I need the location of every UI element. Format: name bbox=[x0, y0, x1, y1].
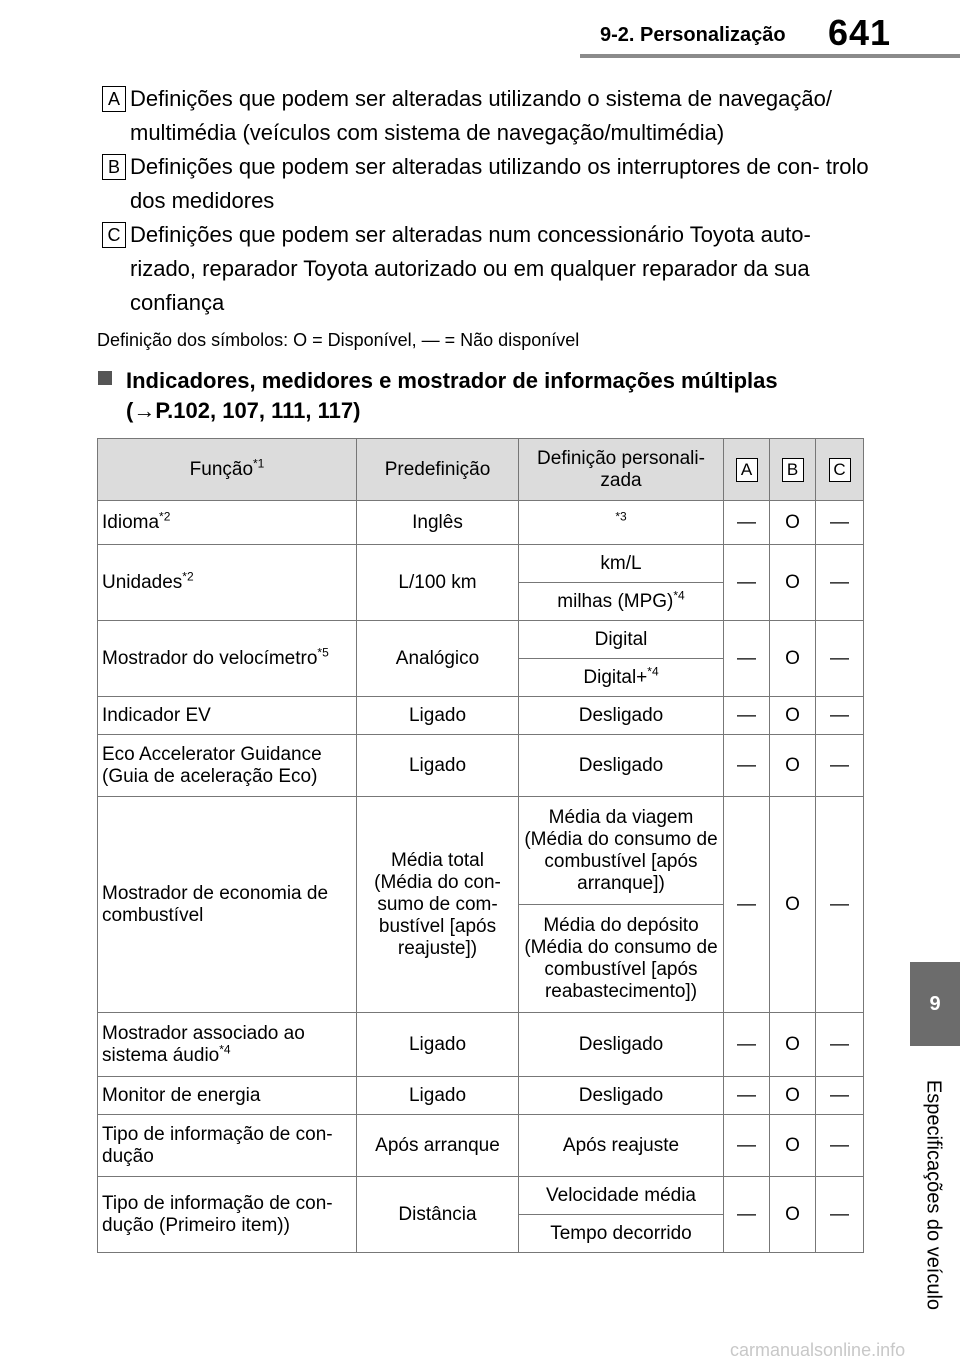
cell-a: — bbox=[724, 1177, 770, 1253]
cell-b: O bbox=[770, 1177, 816, 1253]
cell-c: — bbox=[816, 621, 864, 697]
cell-b: O bbox=[770, 735, 816, 797]
definition-text: Definições que podem ser alteradas utilizando o sistema de navegação/ multimédia (veículos com sistema de navegação/multimédia) bbox=[130, 86, 832, 145]
cell-default: Ligado bbox=[357, 735, 519, 797]
cell-default: Inglês bbox=[357, 501, 519, 545]
cell-custom: Velocidade média bbox=[519, 1177, 724, 1215]
cell-default: Média total (Média do con- sumo de com- bustível [após reajuste]) bbox=[357, 797, 519, 1013]
cell-b: O bbox=[770, 501, 816, 545]
cell-custom: milhas (MPG)$^{*4}$ bbox=[519, 583, 724, 621]
cell-custom: Desligado bbox=[519, 1077, 724, 1115]
cell-default: L/100 km bbox=[357, 545, 519, 621]
cell-c: — bbox=[816, 501, 864, 545]
square-bullet-icon bbox=[98, 371, 112, 385]
cell-custom: Desligado bbox=[519, 697, 724, 735]
watermark: carmanualsonline.info bbox=[730, 1340, 906, 1360]
cell-function: Tipo de informação de con- dução (Primeiro item)) bbox=[98, 1177, 357, 1253]
chapter-tab: 9 bbox=[910, 962, 960, 1046]
cell-b: O bbox=[770, 545, 816, 621]
cell-default: Distância bbox=[357, 1177, 519, 1253]
cell-b: O bbox=[770, 621, 816, 697]
cell-c: — bbox=[816, 697, 864, 735]
cell-function: Mostrador de economia de combustível bbox=[98, 797, 357, 1013]
cell-a: — bbox=[724, 797, 770, 1013]
cell-custom: Desligado bbox=[519, 1013, 724, 1077]
cell-b: O bbox=[770, 697, 816, 735]
marker-c: C bbox=[102, 222, 126, 248]
page-number: 641 bbox=[828, 12, 892, 53]
cell-a: — bbox=[724, 1077, 770, 1115]
table-row bbox=[98, 1115, 864, 1177]
cell-function: Monitor de energia bbox=[98, 1077, 357, 1115]
cell-c: — bbox=[816, 1013, 864, 1077]
cell-custom: Após reajuste bbox=[519, 1115, 724, 1177]
table-row bbox=[98, 1077, 864, 1115]
table-row bbox=[98, 1013, 864, 1077]
cell-default: Ligado bbox=[357, 697, 519, 735]
table-row bbox=[98, 501, 864, 545]
cell-custom: *3 bbox=[519, 501, 724, 545]
cell-custom: km/L bbox=[519, 545, 724, 583]
cell-custom: Média da viagem (Média do consumo de combustível [após arranque]) bbox=[519, 797, 724, 905]
cell-a: — bbox=[724, 1013, 770, 1077]
header-default: Predefinição bbox=[357, 439, 519, 501]
cell-function: Tipo de informação de con- dução bbox=[98, 1115, 357, 1177]
definition-text: Definições que podem ser alteradas utilizando os interruptores de con- trolo dos medidores bbox=[130, 154, 869, 213]
header-custom: Definição personali- zada bbox=[519, 439, 724, 501]
table-row bbox=[98, 545, 864, 583]
subheading-reference: (→P.102, 107, 111, 117) bbox=[126, 398, 361, 423]
cell-b: O bbox=[770, 1077, 816, 1115]
cell-function: Unidades$^{*2}$ bbox=[98, 545, 357, 621]
subheading: Indicadores, medidores e mostrador de informações múltiplas bbox=[126, 368, 778, 393]
cell-c: — bbox=[816, 1115, 864, 1177]
header-b: B bbox=[770, 439, 816, 501]
cell-c: — bbox=[816, 797, 864, 1013]
cell-custom: Desligado bbox=[519, 735, 724, 797]
cell-a: — bbox=[724, 621, 770, 697]
table-header-row bbox=[98, 439, 864, 501]
header-a: A bbox=[724, 439, 770, 501]
cell-default: Ligado bbox=[357, 1077, 519, 1115]
cell-a: — bbox=[724, 501, 770, 545]
page-header bbox=[0, 0, 960, 62]
table-row bbox=[98, 697, 864, 735]
marker-b: B bbox=[102, 154, 126, 180]
cell-function: Mostrador do velocímetro$^{*5}$ bbox=[98, 621, 357, 697]
cell-function: Mostrador associado ao sistema áudio$^{*4}$ bbox=[98, 1013, 357, 1077]
table-row bbox=[98, 1177, 864, 1215]
cell-a: — bbox=[724, 545, 770, 621]
section-title: 9-2. Personalização bbox=[600, 24, 786, 46]
cell-b: O bbox=[770, 797, 816, 1013]
settings-table bbox=[97, 438, 864, 1253]
definition-text: Definições que podem ser alteradas num concessionário Toyota auto- rizado, reparador Toyota autorizado ou em qualquer reparador da sua confiança bbox=[130, 222, 811, 315]
chapter-label: Especificações do veículo bbox=[922, 1079, 945, 1311]
cell-a: — bbox=[724, 697, 770, 735]
cell-custom: Tempo decorrido bbox=[519, 1215, 724, 1253]
cell-custom: Digital bbox=[519, 621, 724, 659]
cell-c: — bbox=[816, 735, 864, 797]
cell-c: — bbox=[816, 545, 864, 621]
cell-c: — bbox=[816, 1077, 864, 1115]
header-function: Função$^{*1}$ bbox=[98, 439, 357, 501]
cell-function: Eco Accelerator Guidance (Guia de aceleração Eco) bbox=[98, 735, 357, 797]
cell-b: O bbox=[770, 1013, 816, 1077]
cell-c: — bbox=[816, 1177, 864, 1253]
cell-custom: Média do depósito (Média do consumo de combustível [após reabastecimento]) bbox=[519, 905, 724, 1013]
table-row bbox=[98, 735, 864, 797]
cell-default: Após arranque bbox=[357, 1115, 519, 1177]
cell-b: O bbox=[770, 1115, 816, 1177]
symbol-definition: Definição dos símbolos: O = Disponível, — = Não disponível bbox=[97, 330, 580, 350]
cell-function: Idioma$^{*2}$ bbox=[98, 501, 357, 545]
table-row bbox=[98, 797, 864, 905]
cell-custom: Digital+$^{*4}$ bbox=[519, 659, 724, 697]
cell-a: — bbox=[724, 1115, 770, 1177]
cell-default: Analógico bbox=[357, 621, 519, 697]
cell-a: — bbox=[724, 735, 770, 797]
cell-function: Indicador EV bbox=[98, 697, 357, 735]
header-c: C bbox=[816, 439, 864, 501]
marker-a: A bbox=[102, 86, 126, 112]
cell-default: Ligado bbox=[357, 1013, 519, 1077]
table-row bbox=[98, 621, 864, 659]
header-rule bbox=[580, 54, 960, 58]
